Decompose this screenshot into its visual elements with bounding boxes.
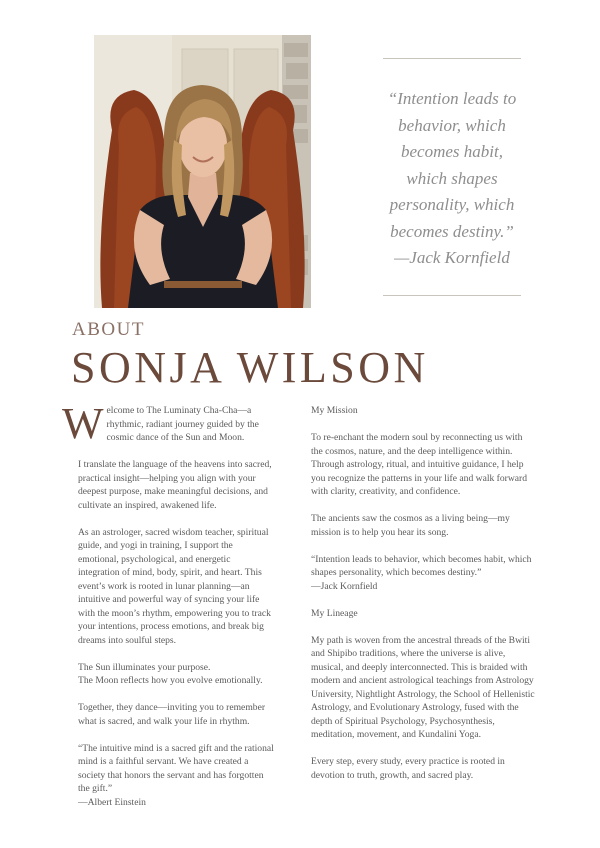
left-paragraph: Together, they dance—inviting you to remember what is sacred, and walk your life in rhythm. — [78, 702, 266, 727]
quote-top-rule — [383, 58, 521, 59]
lineage-heading: My Lineage — [311, 607, 358, 619]
page-title: SONJA WILSON — [71, 343, 429, 392]
lineage-paragraph: My path is woven from the ancestral threads of the Bwiti and Shipibo traditions, where the universe is alive, musical, and deeply interconnected. This is braided with modern and ancient astrological teachings from Astrology University, Nightlight Astrology, the School of Hellenistic Astrology, and Evolutionary Astrology, fused with the depth of Spiritual Psychology, Psychosynthesis, meditation, movement, and Kundalini Yoga. — [311, 634, 535, 740]
mission-paragraph: The ancients saw the cosmos as a living being—my mission is to help you hear its song. — [311, 513, 510, 538]
mission-paragraph: To re-enchant the modern soul by reconnecting us with the cosmos, nature, and the deep intelligence within. Through astrology, ritual, and intuitive guidance, I help you recognize the patterns in your life and walk forward with clarity, creativity, and confidence. — [311, 432, 528, 497]
left-paragraph: As an astrologer, sacred wisdom teacher, spiritual guide, and yogi in training, I support the emotional, psychological, and energetic integration of mind, body, spirit, and heart. This event’s work is rooted in lunar planning—an intuitive and powerful way of syncing your life with the moon’s rhythm, empowering you to track your intentions, process emotions, and break big dreams into soulful steps. — [78, 526, 271, 646]
lineage-paragraph: Every step, every study, every practice is rooted in devotion to truth, growth, and sacred play. — [311, 756, 505, 781]
pull-quote-text: “Intention leads to behavior, which becomes habit, which shapes personality, which becomes destiny.” —Jack Kornfield — [387, 89, 517, 267]
left-column — [62, 399, 274, 823]
left-paragraph: I translate the language of the heavens into sacred, practical insight—helping you align with your deepest purpose, make meaningful decisions, and cultivate an inspired, awakened life. — [78, 459, 272, 511]
portrait-photo — [94, 35, 311, 308]
quote-bottom-rule — [383, 295, 521, 296]
left-paragraph: The Sun illuminates your purpose. The Moon reflects how you evolve emotionally. — [78, 661, 263, 686]
mission-heading: My Mission — [311, 405, 358, 416]
intro-text: elcome to The Luminaty Cha-Cha—a rhythmic, radiant journey guided by the cosmic dance of the Sun and Moon. — [106, 405, 259, 443]
intro-paragraph — [62, 399, 274, 448]
left-quote: “The intuitive mind is a sacred gift and the rational mind is a faithful servant. We have created a society that honors the servant and has forgotten the gift.” —Albert Einstein — [78, 742, 274, 808]
pull-quote — [383, 58, 521, 296]
about-label: ABOUT — [72, 319, 145, 340]
right-column — [311, 404, 536, 796]
drop-cap: W — [62, 399, 104, 448]
mission-quote: “Intention leads to behavior, which becomes habit, which shapes personality, which becomes destiny.” —Jack Kornfield — [311, 553, 532, 592]
